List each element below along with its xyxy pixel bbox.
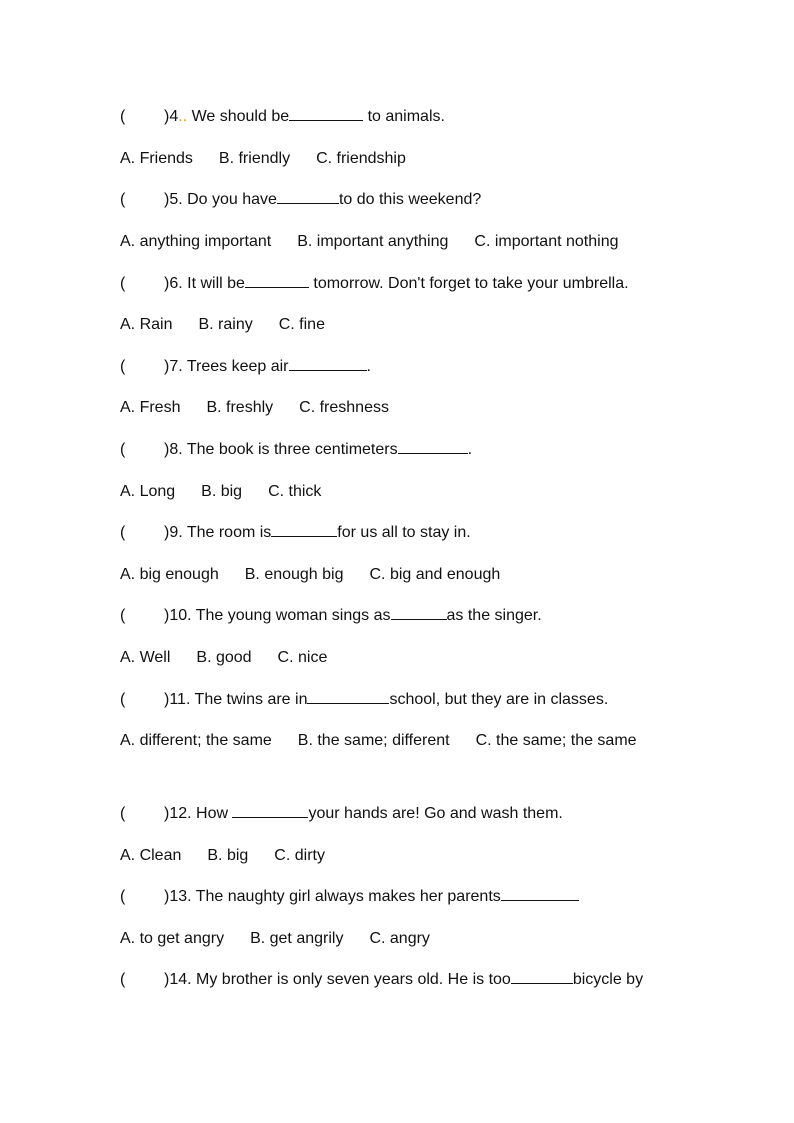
- question-stem-end: as the singer.: [446, 607, 542, 624]
- question-5: [120, 189, 481, 211]
- option-b: B. get angrily: [250, 930, 344, 947]
- option-b: B. good: [196, 649, 252, 666]
- question-11: [120, 689, 608, 711]
- answer-paren: (: [120, 607, 126, 624]
- question-stem: )8. The book is three centimeters: [164, 441, 398, 458]
- option-a: A. Fresh: [120, 399, 181, 416]
- answer-paren: (: [120, 191, 126, 208]
- option-b: B. enough big: [244, 566, 344, 583]
- answer-blank: [232, 803, 308, 818]
- options-12: [120, 845, 351, 867]
- question-stem: )5. Do you have: [164, 191, 277, 208]
- answer-blank: [501, 886, 579, 901]
- answer-blank: [307, 689, 389, 704]
- answer-blank: [391, 605, 447, 620]
- options-8: [120, 481, 347, 503]
- question-13: [120, 886, 579, 908]
- option-b: B. friendly: [218, 150, 291, 167]
- question-stem: )14. My brother is only seven years old. He is too: [164, 971, 511, 988]
- options-6: [120, 314, 351, 336]
- question-stem: )13. The naughty girl always makes her parents: [164, 888, 501, 905]
- option-a: A. Clean: [120, 847, 182, 864]
- question-stem-end: your hands are! Go and wash them.: [308, 805, 563, 822]
- option-a: A. Rain: [120, 316, 173, 333]
- option-a: A. Well: [120, 649, 171, 666]
- option-a: A. anything important: [120, 233, 272, 250]
- question-14: [120, 969, 643, 991]
- option-c: C. fine: [278, 316, 325, 333]
- question-stem-end: to animals.: [363, 108, 445, 125]
- option-b: B. big: [207, 847, 249, 864]
- question-stem: )12. How: [164, 805, 233, 822]
- question-4: [120, 106, 445, 128]
- option-c: C. freshness: [299, 399, 389, 416]
- question-stem-end: .: [366, 358, 371, 375]
- options-7: [120, 397, 415, 419]
- question-stem-end: tomorrow. Don't forget to take your umbrella.: [308, 275, 629, 292]
- option-c: C. important nothing: [474, 233, 619, 250]
- question-8: [120, 439, 472, 461]
- option-a: A. different; the same: [120, 732, 272, 749]
- question-12: [120, 803, 563, 825]
- option-a: A. big enough: [120, 566, 219, 583]
- answer-blank: [277, 189, 339, 204]
- answer-paren: (: [120, 358, 126, 375]
- answer-blank: [289, 356, 367, 371]
- question-10: [120, 605, 542, 627]
- answer-paren: (: [120, 524, 126, 541]
- question-stem: )10. The young woman sings as: [164, 607, 391, 624]
- option-b: B. big: [201, 483, 243, 500]
- answer-paren: (: [120, 805, 126, 822]
- answer-blank: [398, 439, 468, 454]
- option-c: C. nice: [277, 649, 328, 666]
- question-6: [120, 273, 629, 295]
- question-mark-dots: ..: [178, 108, 188, 125]
- question-stem-end: for us all to stay in.: [337, 524, 471, 541]
- answer-paren: (: [120, 275, 126, 292]
- question-stem-end: to do this weekend?: [338, 191, 482, 208]
- answer-blank: [245, 273, 309, 288]
- option-b: B. rainy: [198, 316, 253, 333]
- question-stem: )4: [164, 108, 179, 125]
- options-13: [120, 928, 456, 950]
- question-7: [120, 356, 371, 378]
- question-stem-end: bicycle by: [572, 971, 644, 988]
- answer-blank: [271, 522, 337, 537]
- question-stem: )11. The twins are in: [164, 691, 308, 708]
- option-a: A. Long: [120, 483, 176, 500]
- option-c: C. the same; the same: [475, 732, 637, 749]
- answer-paren: (: [120, 691, 126, 708]
- question-stem: )7. Trees keep air: [164, 358, 289, 375]
- question-stem-mid: We should be: [187, 108, 290, 125]
- option-b: B. important anything: [297, 233, 449, 250]
- question-stem: )9. The room is: [164, 524, 272, 541]
- answer-blank: [289, 106, 363, 121]
- answer-paren: (: [120, 888, 126, 905]
- option-c: C. angry: [369, 930, 430, 947]
- option-c: C. friendship: [316, 150, 406, 167]
- answer-paren: (: [120, 971, 126, 988]
- option-a: A. to get angry: [120, 930, 225, 947]
- options-11: [120, 730, 663, 752]
- option-c: C. dirty: [274, 847, 325, 864]
- answer-paren: (: [120, 441, 126, 458]
- question-stem-end: school, but they are in classes.: [389, 691, 609, 708]
- option-b: B. the same; different: [297, 732, 450, 749]
- option-a: A. Friends: [120, 150, 193, 167]
- answer-paren: (: [120, 108, 126, 125]
- option-c: C. thick: [268, 483, 322, 500]
- option-b: B. freshly: [206, 399, 274, 416]
- options-9: [120, 564, 526, 586]
- answer-blank: [511, 969, 573, 984]
- options-4: [120, 148, 432, 170]
- question-9: [120, 522, 471, 544]
- option-c: C. big and enough: [369, 566, 501, 583]
- options-10: [120, 647, 353, 669]
- question-stem-end: .: [467, 441, 473, 458]
- options-5: [120, 231, 644, 253]
- question-stem: )6. It will be: [164, 275, 245, 292]
